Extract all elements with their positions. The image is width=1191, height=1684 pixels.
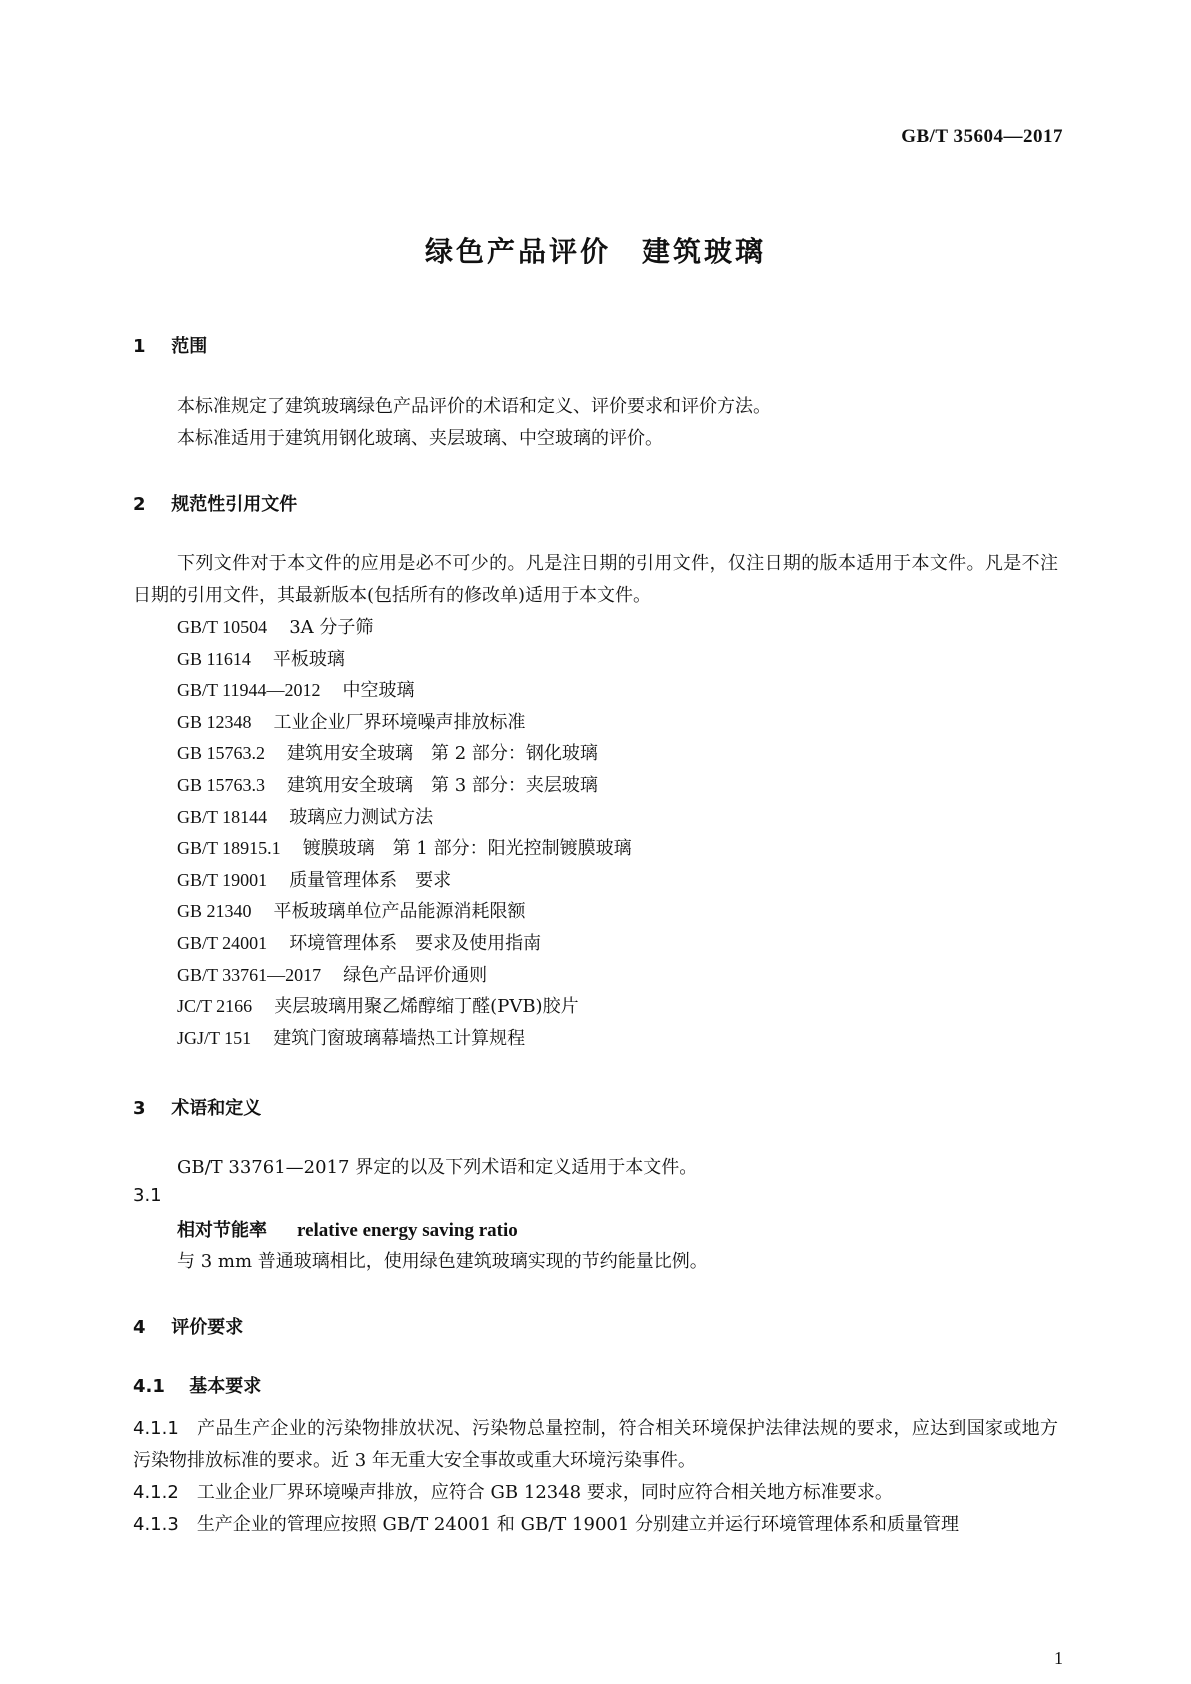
section-4-heading [133, 1313, 243, 1339]
reference-code: GB/T 10504 [177, 617, 268, 637]
term-number: 3.1 [133, 1185, 162, 1206]
reference-code: GB 11614 [177, 648, 251, 669]
list-item [177, 928, 632, 960]
reference-name: 玻璃应力测试方法 [289, 806, 434, 828]
list-item [177, 991, 632, 1023]
reference-name: 建筑用安全玻璃 第 3 部分：夹层玻璃 [287, 774, 598, 796]
list-item [177, 896, 632, 928]
document-title: 绿色产品评价 建筑玻璃 [424, 235, 766, 268]
reference-code: GB/T 24001 [177, 932, 268, 953]
reference-name: 建筑门窗玻璃幕墙热工计算规程 [273, 1027, 526, 1049]
reference-name: 环境管理体系 要求及使用指南 [289, 932, 542, 954]
reference-code: GB/T 19001 [177, 869, 268, 890]
subsection-number: 4.1 [133, 1376, 165, 1397]
paragraph: 本标准规定了建筑玻璃绿色产品评价的术语和定义、评价要求和评价方法。 [177, 396, 771, 417]
reference-list [177, 612, 632, 1054]
paragraph: GB/T 33761—2017 界定的以及下列术语和定义适用于本文件。 [177, 1157, 698, 1178]
clause-number: 4.1.3 [133, 1514, 179, 1535]
term-chinese: 相对节能率 [177, 1220, 267, 1241]
reference-name: 平板玻璃单位产品能源消耗限额 [273, 901, 526, 923]
section-number: 3 [133, 1098, 146, 1119]
term-definition: 与 3 mm 普通玻璃相比，使用绿色建筑玻璃实现的节约能量比例。 [177, 1251, 708, 1272]
list-item [177, 960, 632, 992]
clause-4-1-2 [133, 1477, 1058, 1509]
reference-name: 夹层玻璃用聚乙烯醇缩丁醛(PVB)胶片 [274, 996, 579, 1018]
reference-name: 平板玻璃 [272, 648, 345, 670]
section-title: 术语和定义 [171, 1098, 262, 1119]
reference-name: 工业企业厂界环境噪声排放标准 [273, 711, 526, 733]
reference-code: GB 12348 [177, 711, 252, 732]
list-item [177, 802, 632, 834]
clause-4-1-3 [133, 1509, 1058, 1541]
reference-name: 绿色产品评价通则 [343, 964, 488, 986]
reference-name: 建筑用安全玻璃 第 2 部分：钢化玻璃 [287, 743, 598, 765]
reference-name: 中空玻璃 [342, 680, 415, 702]
reference-code: JC/T 2166 [177, 996, 253, 1017]
reference-code: GB/T 33761—2017 [177, 964, 322, 985]
paragraph: 本标准适用于建筑用钢化玻璃、夹层玻璃、中空玻璃的评价。 [177, 428, 663, 449]
subsection-4-1-heading [133, 1372, 261, 1398]
reference-code: GB/T 11944—2012 [177, 680, 321, 701]
section-number: 1 [133, 336, 146, 357]
list-item [177, 1023, 632, 1055]
list-item [177, 612, 632, 644]
clause-text: 产品生产企业的污染物排放状况、污染物总量控制，符合相关环境保护法律法规的要求，应达到国家或地方污染物排放标准的要求。近 3 年无重大安全事故或重大环境污染事件。 [133, 1418, 1058, 1471]
section-title: 范围 [171, 336, 208, 357]
section-title: 规范性引用文件 [171, 494, 298, 515]
list-item [177, 675, 632, 707]
list-item [177, 644, 632, 676]
list-item [177, 707, 632, 739]
term-entry [177, 1216, 518, 1242]
reference-name: 镀膜玻璃 第 1 部分：阳光控制镀膜玻璃 [302, 838, 632, 860]
list-item [177, 738, 632, 770]
clause-4-1-1 [133, 1413, 1058, 1477]
reference-code: GB 21340 [177, 901, 252, 922]
clause-text: 生产企业的管理应按照 GB/T 24001 和 GB/T 19001 分别建立并运行环境管理体系和质量管理 [196, 1514, 960, 1535]
clause-text: 工业企业厂界环境噪声排放，应符合 GB 12348 要求，同时应符合相关地方标准要求。 [196, 1482, 893, 1503]
list-item [177, 770, 632, 802]
section-title: 评价要求 [171, 1317, 244, 1338]
term-english: relative energy saving ratio [297, 1220, 518, 1241]
list-item [177, 833, 632, 865]
clause-number: 4.1.1 [133, 1418, 179, 1439]
reference-code: JGJ/T 151 [177, 1027, 252, 1048]
reference-code: GB/T 18915.1 [177, 838, 281, 859]
reference-code: GB 15763.3 [177, 774, 266, 795]
section-1-heading [133, 332, 207, 358]
section-number: 2 [133, 494, 146, 515]
reference-code: GB/T 18144 [177, 806, 268, 827]
clause-number: 4.1.2 [133, 1482, 179, 1503]
standard-code: GB/T 35604—2017 [901, 126, 1063, 147]
list-item [177, 865, 632, 897]
section-2-heading [133, 490, 297, 516]
reference-name: 3A 分子筛 [289, 617, 374, 638]
page-number: 1 [1054, 1648, 1063, 1668]
paragraph: 下列文件对于本文件的应用是必不可少的。凡是注日期的引用文件，仅注日期的版本适用于本文件。凡是不注日期的引用文件，其最新版本(包括所有的修改单)适用于本文件。 [133, 553, 1058, 606]
section-3-heading [133, 1094, 261, 1120]
section-number: 4 [133, 1317, 146, 1338]
reference-code: GB 15763.2 [177, 743, 266, 764]
reference-name: 质量管理体系 要求 [289, 869, 452, 891]
subsection-title: 基本要求 [189, 1376, 262, 1397]
